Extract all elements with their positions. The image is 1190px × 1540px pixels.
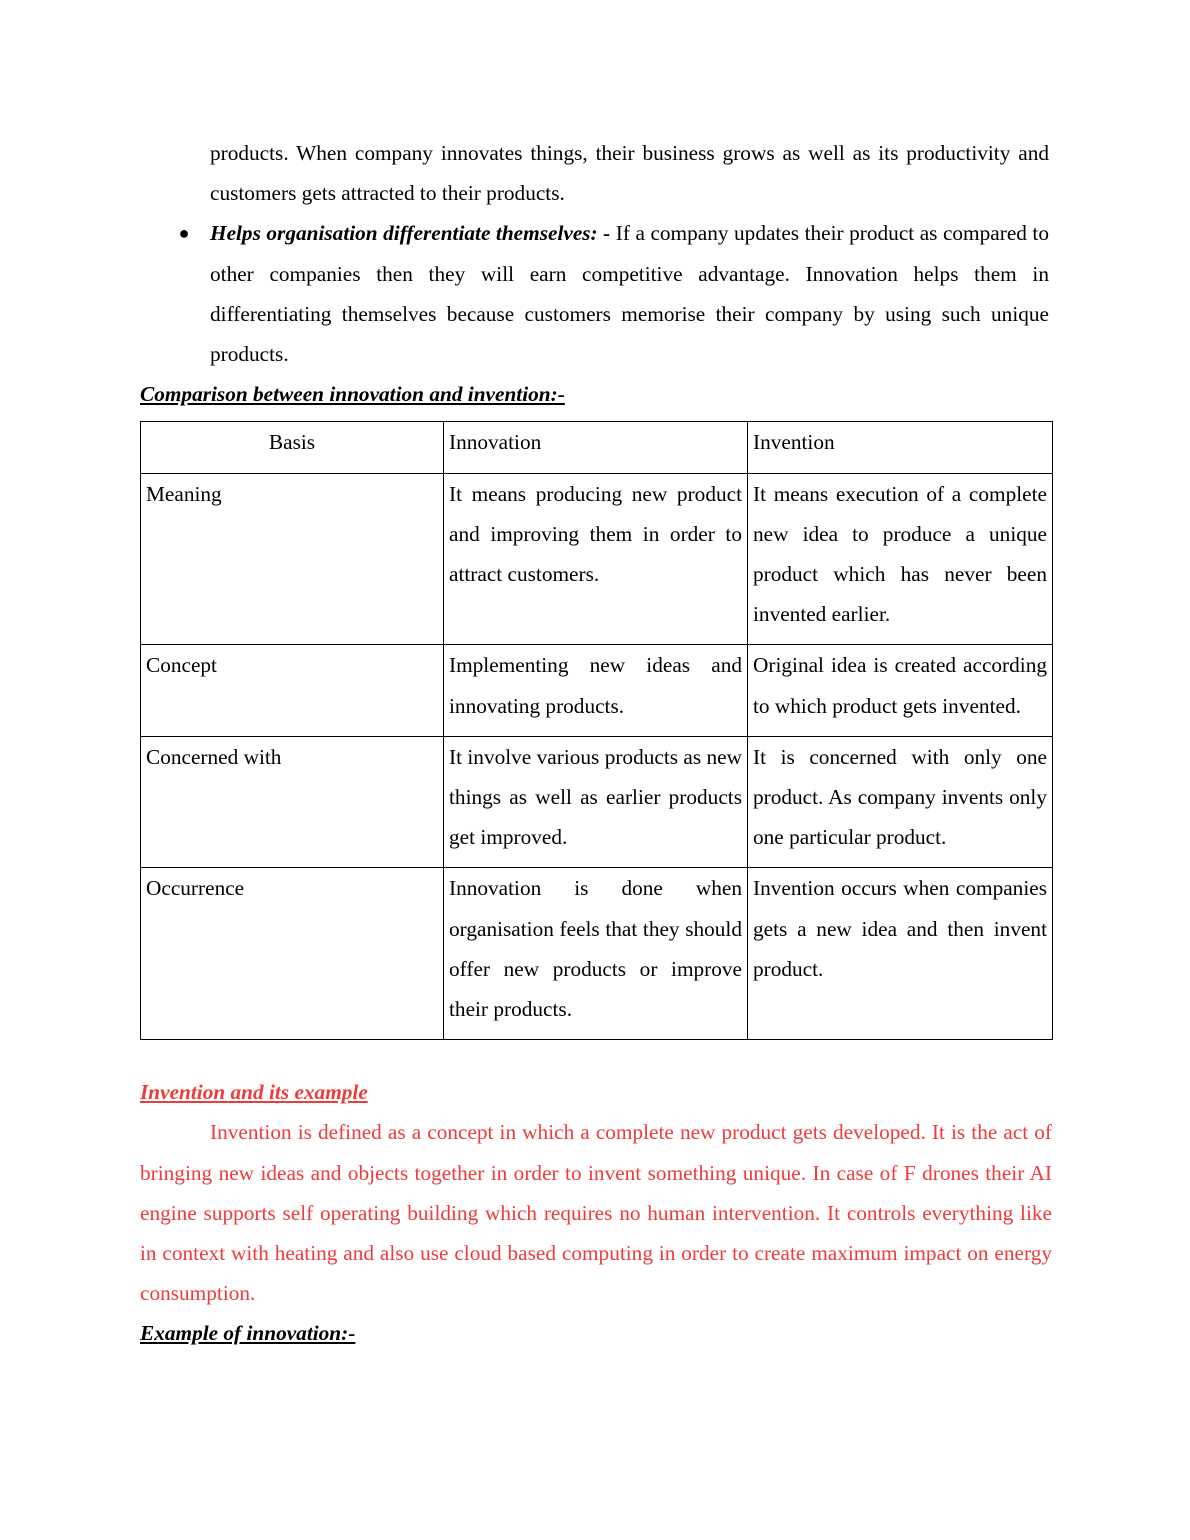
row-basis: Concerned with [141,736,444,868]
header-innovation: Innovation [444,422,748,473]
table-header-row [141,422,1053,473]
row-innovation: Implementing new ideas and innovating products. [444,645,748,736]
document-page [140,133,1052,1354]
spacer [140,1040,1052,1072]
table-row [141,645,1053,736]
intro-continuation: products. When company innovates things, their business grows as well as its productivity and customers gets attracted to their products. [210,141,1049,206]
bullet-item-differentiate [178,213,1049,374]
bullet-dot-icon: ● [178,223,190,244]
row-innovation: It means producing new product and improving them in order to attract customers. [444,473,748,645]
table-row [141,868,1053,1040]
header-invention: Invention [748,422,1053,473]
comparison-table [140,421,1053,1040]
bullet-title: Helps organisation differentiate themselves: - [210,221,611,246]
innovation-example-heading: Example of innovation:- [140,1321,356,1346]
row-basis: Concept [141,645,444,736]
row-invention: Original idea is created according to which product gets invented. [748,645,1053,736]
row-basis: Occurrence [141,868,444,1040]
row-innovation: Innovation is done when organisation feels that they should offer new products or improve their products. [444,868,748,1040]
row-invention: It means execution of a complete new idea to produce a unique product which has never been invented earlier. [748,473,1053,645]
row-invention: It is concerned with only one product. As company invents only one particular product. [748,736,1053,868]
header-basis: Basis [141,422,444,473]
row-invention: Invention occurs when companies gets a new idea and then invent product. [748,868,1053,1040]
row-basis: Meaning [141,473,444,645]
row-innovation: It involve various products as new things as well as earlier products get improved. [444,736,748,868]
table-row [141,736,1053,868]
bullet-paragraph [210,213,1049,374]
bullet-text: If a company updates their product as compared to other companies then they will earn competitive advantage. Innovation helps them in differentiating themselves because customers memorise their company by using such unique products. [210,221,1049,367]
comparison-heading: Comparison between innovation and invention:- [140,382,565,407]
table-row [141,473,1053,645]
invention-heading: Invention and its example [140,1080,368,1105]
invention-paragraph: Invention is defined as a concept in which a complete new product gets developed. It is the act of bringing new ideas and objects together in order to invent something unique. In case of F drones their AI engine supports self operating building which requires no human intervention. It controls everything like in context with heating and also use cloud based computing in order to create maximum impact on energy consumption. [140,1120,1052,1306]
